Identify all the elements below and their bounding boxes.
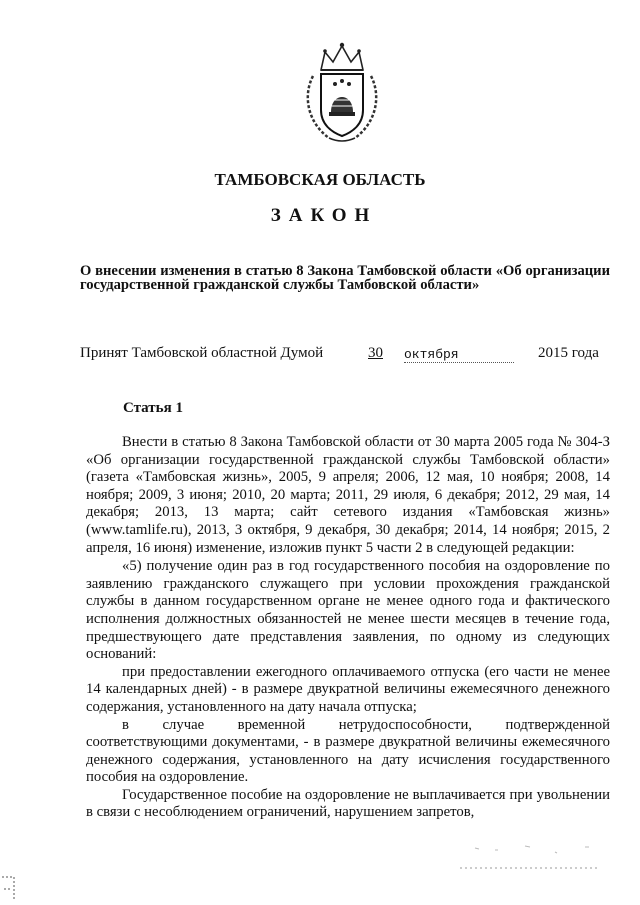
article-paragraph: в случае временной нетрудоспособности, подтвержденной соответствующими документами, - в размере двукратной величины ежемесячного денежного содержания, установленного на дату исчисления государственного пособия на оздоровление. [86, 716, 610, 786]
article-paragraph: «5) получение один раз в год государственного пособия на оздоровление по заявлению гражданского служащего при условии прохождения гражданской службы в данном государственном органе не менее одного года и фактического исполнения должностных обязанностей не менее шести месяцев в течение года, предшествующего дате представления заявления, по одному из следующих оснований: [86, 558, 610, 663]
region-title: ТАМБОВСКАЯ ОБЛАСТЬ [214, 170, 426, 189]
document-type-title: ЗАКОН [270, 205, 378, 226]
article-paragraph: при предоставлении ежегодного оплачиваемого отпуска (его части не менее 14 календарных дней) - в размере двукратной величины ежемесячного денежного содержания, установленного на дату начала отпуска; [86, 663, 610, 715]
scan-noise-marks [455, 838, 605, 878]
article-paragraph: Государственное пособие на оздоровление не выплачивается при увольнении в связи с несоблюдением ограничений, нарушением запретов, [86, 786, 610, 821]
article-title: Статья 1 [123, 400, 183, 416]
adoption-year: 2015 года [538, 345, 599, 361]
adoption-month: октября [404, 345, 514, 363]
article-body [86, 434, 610, 822]
law-subject: О внесении изменения в статью 8 Закона Тамбовской области «Об организации государственной гражданской службы Тамбовской области» [80, 263, 610, 293]
adoption-label: Принят Тамбовской областной Думой [80, 345, 324, 361]
corner-mark [0, 873, 22, 905]
coat-of-arms-icon [299, 40, 385, 144]
article-paragraph: Внести в статью 8 Закона Тамбовской области от 30 марта 2005 года № 304-З «Об организации государственной гражданской службы Тамбовской области» (газета «Тамбовская жизнь», 2005, 9 апреля; 2006, 12 мая, 10 ноября; 2008, 14 ноября; 2009, 3 июня; 2010, 20 марта; 2011, 29 июля, 6 декабря; 2012, 29 мая, 14 декабря; 2013, 13 марта; сайт сетевого издания «Тамбовская жизнь» (www.tamlife.ru), 2013, 3 октября, 9 декабря, 30 декабря; 2014, 14 ноября; 2015, 2 апреля, 16 июня) изменение, изложив пункт 5 части 2 в следующей редакции: [86, 434, 610, 556]
adoption-day: 30 [368, 345, 383, 361]
